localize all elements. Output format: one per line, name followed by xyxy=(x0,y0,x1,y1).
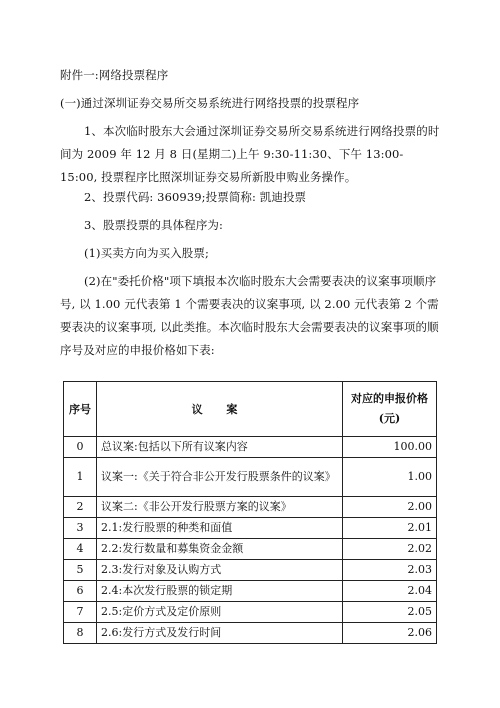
table-row xyxy=(64,602,437,623)
table-header-row xyxy=(64,382,437,437)
row-number: 5 xyxy=(64,560,97,581)
table-row xyxy=(64,437,437,458)
header-proposal: 议 案 xyxy=(97,382,343,437)
row-number: 6 xyxy=(64,581,97,602)
row-price: 2.06 xyxy=(343,623,437,644)
attachment-heading: 附件一:网络投票程序 xyxy=(60,68,169,82)
table-row xyxy=(64,518,437,539)
row-proposal: 2.5:定价方式及定价原则 xyxy=(97,602,343,623)
procedure-intro-paragraph: 3、股票投票的具体程序为: xyxy=(84,218,223,232)
row-proposal: 议案二:《非公开发行股票方案的议案》 xyxy=(97,497,343,518)
table-row xyxy=(64,458,437,497)
buy-direction-paragraph: (1)买卖方向为买入股票; xyxy=(84,246,209,260)
row-number: 3 xyxy=(64,518,97,539)
row-number: 8 xyxy=(64,623,97,644)
table-row xyxy=(64,623,437,644)
row-proposal: 2.2:发行数量和募集资金金额 xyxy=(97,539,343,560)
row-number: 2 xyxy=(64,497,97,518)
row-number: 0 xyxy=(64,437,97,458)
table-row xyxy=(64,581,437,602)
voting-time-paragraph: 1、本次临时股东大会通过深圳证券交易所交易系统进行网络投票的时间为 2009 年 12 月 8 日(星期二)上午 9:30-11:30、下午 13:00-15:00, 投票程序比照深圳证券交易所新股申购业务操作。 xyxy=(60,124,440,184)
row-number: 1 xyxy=(64,458,97,497)
row-proposal: 2.1:发行股票的种类和面值 xyxy=(97,518,343,539)
voting-code-paragraph: 2、投票代码: 360939;投票简称: 凯迪投票 xyxy=(84,190,307,204)
row-price: 2.05 xyxy=(343,602,437,623)
table-row xyxy=(64,539,437,560)
row-number: 4 xyxy=(64,539,97,560)
row-price: 2.02 xyxy=(343,539,437,560)
row-price: 1.00 xyxy=(343,458,437,497)
row-price: 2.00 xyxy=(343,497,437,518)
price-instruction-paragraph: (2)在"委托价格"项下填报本次临时股东大会需要表决的议案事项顺序号, 以 1.00 元代表第 1 个需要表决的议案事项, 以 2.00 元代表第 2 个需要表决的议案事项, 以此类推。本次临时股东大会需要表决的议案事项的顺序号及对应的申报价格如下表: xyxy=(60,274,439,357)
row-price: 2.01 xyxy=(343,518,437,539)
row-proposal: 总议案:包括以下所有议案内容 xyxy=(97,437,343,458)
section-title: (一)通过深圳证券交易所交易系统进行网络投票的投票程序 xyxy=(60,96,360,110)
table-row xyxy=(64,497,437,518)
row-proposal: 2.3:发行对象及认购方式 xyxy=(97,560,343,581)
header-number: 序号 xyxy=(64,382,97,437)
header-price: 对应的申报价格(元) xyxy=(343,382,437,437)
row-proposal: 议案一:《关于符合非公开发行股票条件的议案》 xyxy=(97,458,343,497)
proposal-price-table xyxy=(63,381,437,644)
row-price: 2.03 xyxy=(343,560,437,581)
row-price: 100.00 xyxy=(343,437,437,458)
row-number: 7 xyxy=(64,602,97,623)
row-price: 2.04 xyxy=(343,581,437,602)
row-proposal: 2.6:发行方式及发行时间 xyxy=(97,623,343,644)
row-proposal: 2.4:本次发行股票的锁定期 xyxy=(97,581,343,602)
table-row xyxy=(64,560,437,581)
